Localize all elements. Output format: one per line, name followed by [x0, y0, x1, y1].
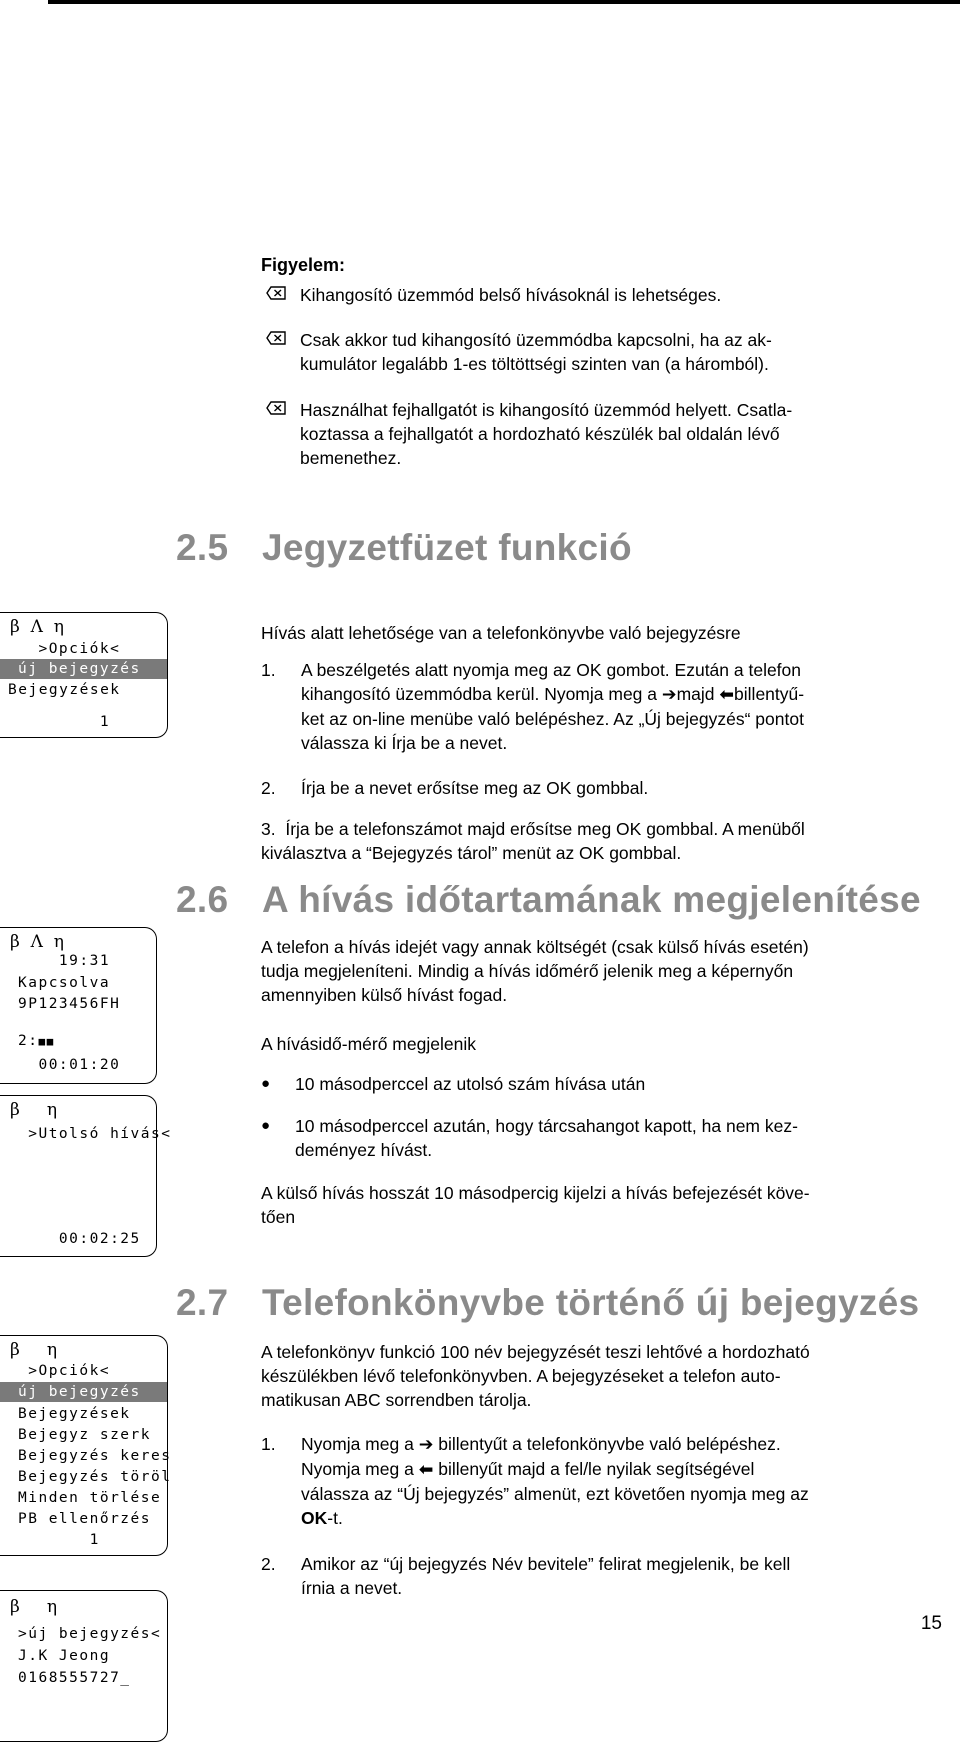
paragraph-line: A telefon a hívás idejét vagy annak költségét (csak külső hívás esetén): [261, 937, 809, 957]
step-text: írnia a nevet.: [301, 1578, 403, 1598]
step-text: Amikor az “új bejegyzés Név bevitele” felirat megjelenik, be kell: [301, 1554, 791, 1574]
paragraph: A hívásidő-mérő megjelenik: [261, 1034, 476, 1054]
step-text: válassza ki Írja be a nevet.: [301, 733, 508, 753]
bullet-text: 10 másodperccel azután, hogy tárcsahangot kapott, ha nem kez-: [295, 1116, 798, 1136]
step-number: 2.: [261, 1554, 276, 1574]
paragraph: [261, 935, 941, 1007]
section-number: 2.7: [176, 1282, 229, 1323]
section-title: Jegyzetfüzet funkció: [262, 527, 632, 568]
screen-line: Bejegyzések: [18, 1406, 131, 1422]
note-text: koztassa a fejhallgatót a hordozható készülék bal oldalán lévő: [300, 424, 780, 444]
cross-box-icon: [266, 401, 286, 415]
notes-title: Figyelem:: [261, 255, 346, 275]
screen-line: J.K Jeong: [18, 1648, 111, 1664]
step-item: [261, 817, 941, 865]
status-icons: β Λ η: [10, 617, 64, 637]
phone-screen-call: [0, 927, 157, 1084]
step-text: -t.: [327, 1508, 343, 1528]
status-icons: β Λ η: [10, 932, 64, 952]
note-item-3: [300, 398, 950, 470]
section-number: 2.6: [176, 879, 229, 920]
note-text: Csak akkor tud kihangosító üzemmódba kapcsolni, ha az ak-: [300, 330, 772, 350]
screen-line: 9P123456FH: [18, 996, 121, 1012]
note-text: Kihangosító üzemmód belső hívásoknál is lehetséges.: [300, 285, 722, 305]
note-item-1: [300, 283, 950, 307]
screen-line: Minden törlése: [18, 1490, 162, 1506]
screen-highlight: új bejegyzés: [0, 1382, 167, 1402]
bullet-icon: ●: [261, 1075, 271, 1092]
screen-line: Bejegyzések: [8, 682, 121, 698]
step-number: 3.: [261, 819, 276, 839]
step-text: Nyomja meg a: [301, 1434, 414, 1454]
page-number: 15: [920, 1613, 942, 1634]
screen-line: 1: [18, 714, 111, 730]
paragraph: [261, 1340, 941, 1412]
section-number: 2.5: [176, 527, 229, 568]
step-text: kihangosító üzemmódba kerül. Nyomja meg a: [301, 684, 658, 704]
bullet-text: deményez hívást.: [295, 1140, 433, 1160]
screen-line: [18, 1031, 55, 1052]
paragraph-line: tően: [261, 1207, 296, 1227]
screen-text: 2:: [18, 1033, 39, 1049]
arrow-right-icon: ➔: [661, 685, 677, 705]
phone-screen-new-entry: [0, 1590, 168, 1742]
step-text: majd: [676, 684, 715, 704]
screen-line: 19:31: [18, 953, 111, 969]
note-text: Használhat fejhallgatót is kihangosító üzemmód helyett. Csatla-: [300, 400, 793, 420]
bullet-icon: ●: [261, 1117, 271, 1134]
paragraph-line: készülékben lévő telefonkönyvben. A bejegyzéseket a telefon auto-: [261, 1366, 781, 1386]
section-heading-2-6: [176, 879, 921, 921]
screen-line: >új bejegyzés<: [18, 1626, 162, 1642]
top-rule: [48, 0, 960, 4]
bullet-text: 10 másodperccel az utolsó szám hívása után: [295, 1074, 646, 1094]
arrow-right-icon: ➔: [418, 1435, 434, 1455]
screen-line: >Utolsó hívás<: [18, 1126, 172, 1142]
note-item-2: [300, 328, 950, 376]
step-text: billentyű-: [734, 684, 805, 704]
section-heading-2-7: [176, 1282, 919, 1324]
step-text: válassza az “Új bejegyzés” almenüt, ezt követően nyomja meg az: [301, 1484, 809, 1504]
screen-line: 1: [18, 1532, 100, 1548]
step-text: Nyomja meg a: [301, 1459, 414, 1479]
status-icons: β η: [10, 1340, 58, 1360]
note-text: kumulátor legalább 1-es töltöttségi szinten van (a háromból).: [300, 354, 769, 374]
screen-line: >Opciók<: [18, 1363, 111, 1379]
screen-line: >Opciók<: [18, 641, 121, 657]
step-text: Írja be a nevet erősítse meg az OK gombbal.: [301, 778, 649, 798]
cross-box-icon: [266, 331, 286, 345]
step-text: ket az on-line menübe való belépéshez. Az „Új bejegyzés“ pontot: [301, 709, 804, 729]
battery-icon: ■■: [38, 1035, 55, 1048]
section-title: Telefonkönyvbe történő új bejegyzés: [262, 1282, 920, 1323]
paragraph-line: amennyiben külső hívást fogad.: [261, 985, 508, 1005]
arrow-left-icon: ⬅: [719, 685, 735, 705]
step-text: Írja be a telefonszámot majd erősítse meg OK gombbal. A menüből: [285, 819, 805, 839]
screen-line: 0168555727_: [18, 1670, 131, 1686]
screen-line: Bejegyzés keres: [18, 1448, 172, 1464]
screen-line: 00:02:25: [18, 1231, 141, 1247]
paragraph-line: tudja megjeleníteni. Mindig a hívás időmérő jelenik meg a képernyőn: [261, 961, 794, 981]
step-number: 1.: [261, 1434, 276, 1454]
note-text: bemenethez.: [300, 448, 402, 468]
section-title: A hívás időtartamának megjelenítése: [262, 879, 921, 920]
status-icons: β η: [10, 1100, 58, 1120]
paragraph: [261, 1181, 941, 1229]
arrow-left-icon: ⬅: [418, 1460, 434, 1480]
screen-line: PB ellenőrzés: [18, 1511, 151, 1527]
phone-screen-last-call: [0, 1095, 172, 1257]
paragraph-line: A külső hívás hosszát 10 másodpercig kijelzi a hívás befejezését köve-: [261, 1183, 810, 1203]
section-heading-2-5: [176, 527, 632, 569]
step-number: 2.: [261, 778, 276, 798]
cross-box-icon: [266, 286, 286, 300]
paragraph-line: matikusan ABC sorrendben tárolja.: [261, 1390, 532, 1410]
screen-highlight: új bejegyzés: [0, 659, 167, 679]
step-text: OK: [301, 1508, 328, 1528]
screen-line: 00:01:20: [18, 1057, 121, 1073]
phone-screen-notebook: [0, 612, 168, 738]
screen-line: Bejegyz szerk: [18, 1427, 151, 1443]
step-text: A beszélgetés alatt nyomja meg az OK gombot. Ezután a telefon: [301, 660, 802, 680]
step-text: billenyűt majd a fel/le nyilak segítségével: [438, 1459, 755, 1479]
screen-line: Kapcsolva: [18, 975, 111, 991]
section-intro: Hívás alatt lehetősége van a telefonkönyvbe való bejegyzésre: [261, 623, 741, 643]
screen-line: Bejegyzés töröl: [18, 1469, 172, 1485]
step-number: 1.: [261, 660, 276, 680]
status-icons: β η: [10, 1597, 58, 1617]
phone-screen-phonebook: [0, 1335, 172, 1556]
paragraph-line: A telefonkönyv funkció 100 név bejegyzését teszi lehtővé a hordozható: [261, 1342, 810, 1362]
step-text: billentyűt a telefonkönyvbe való belépéshez.: [438, 1434, 781, 1454]
step-text: kiválasztva a “Bejegyzés tárol” menüt az OK gombbal.: [261, 843, 682, 863]
